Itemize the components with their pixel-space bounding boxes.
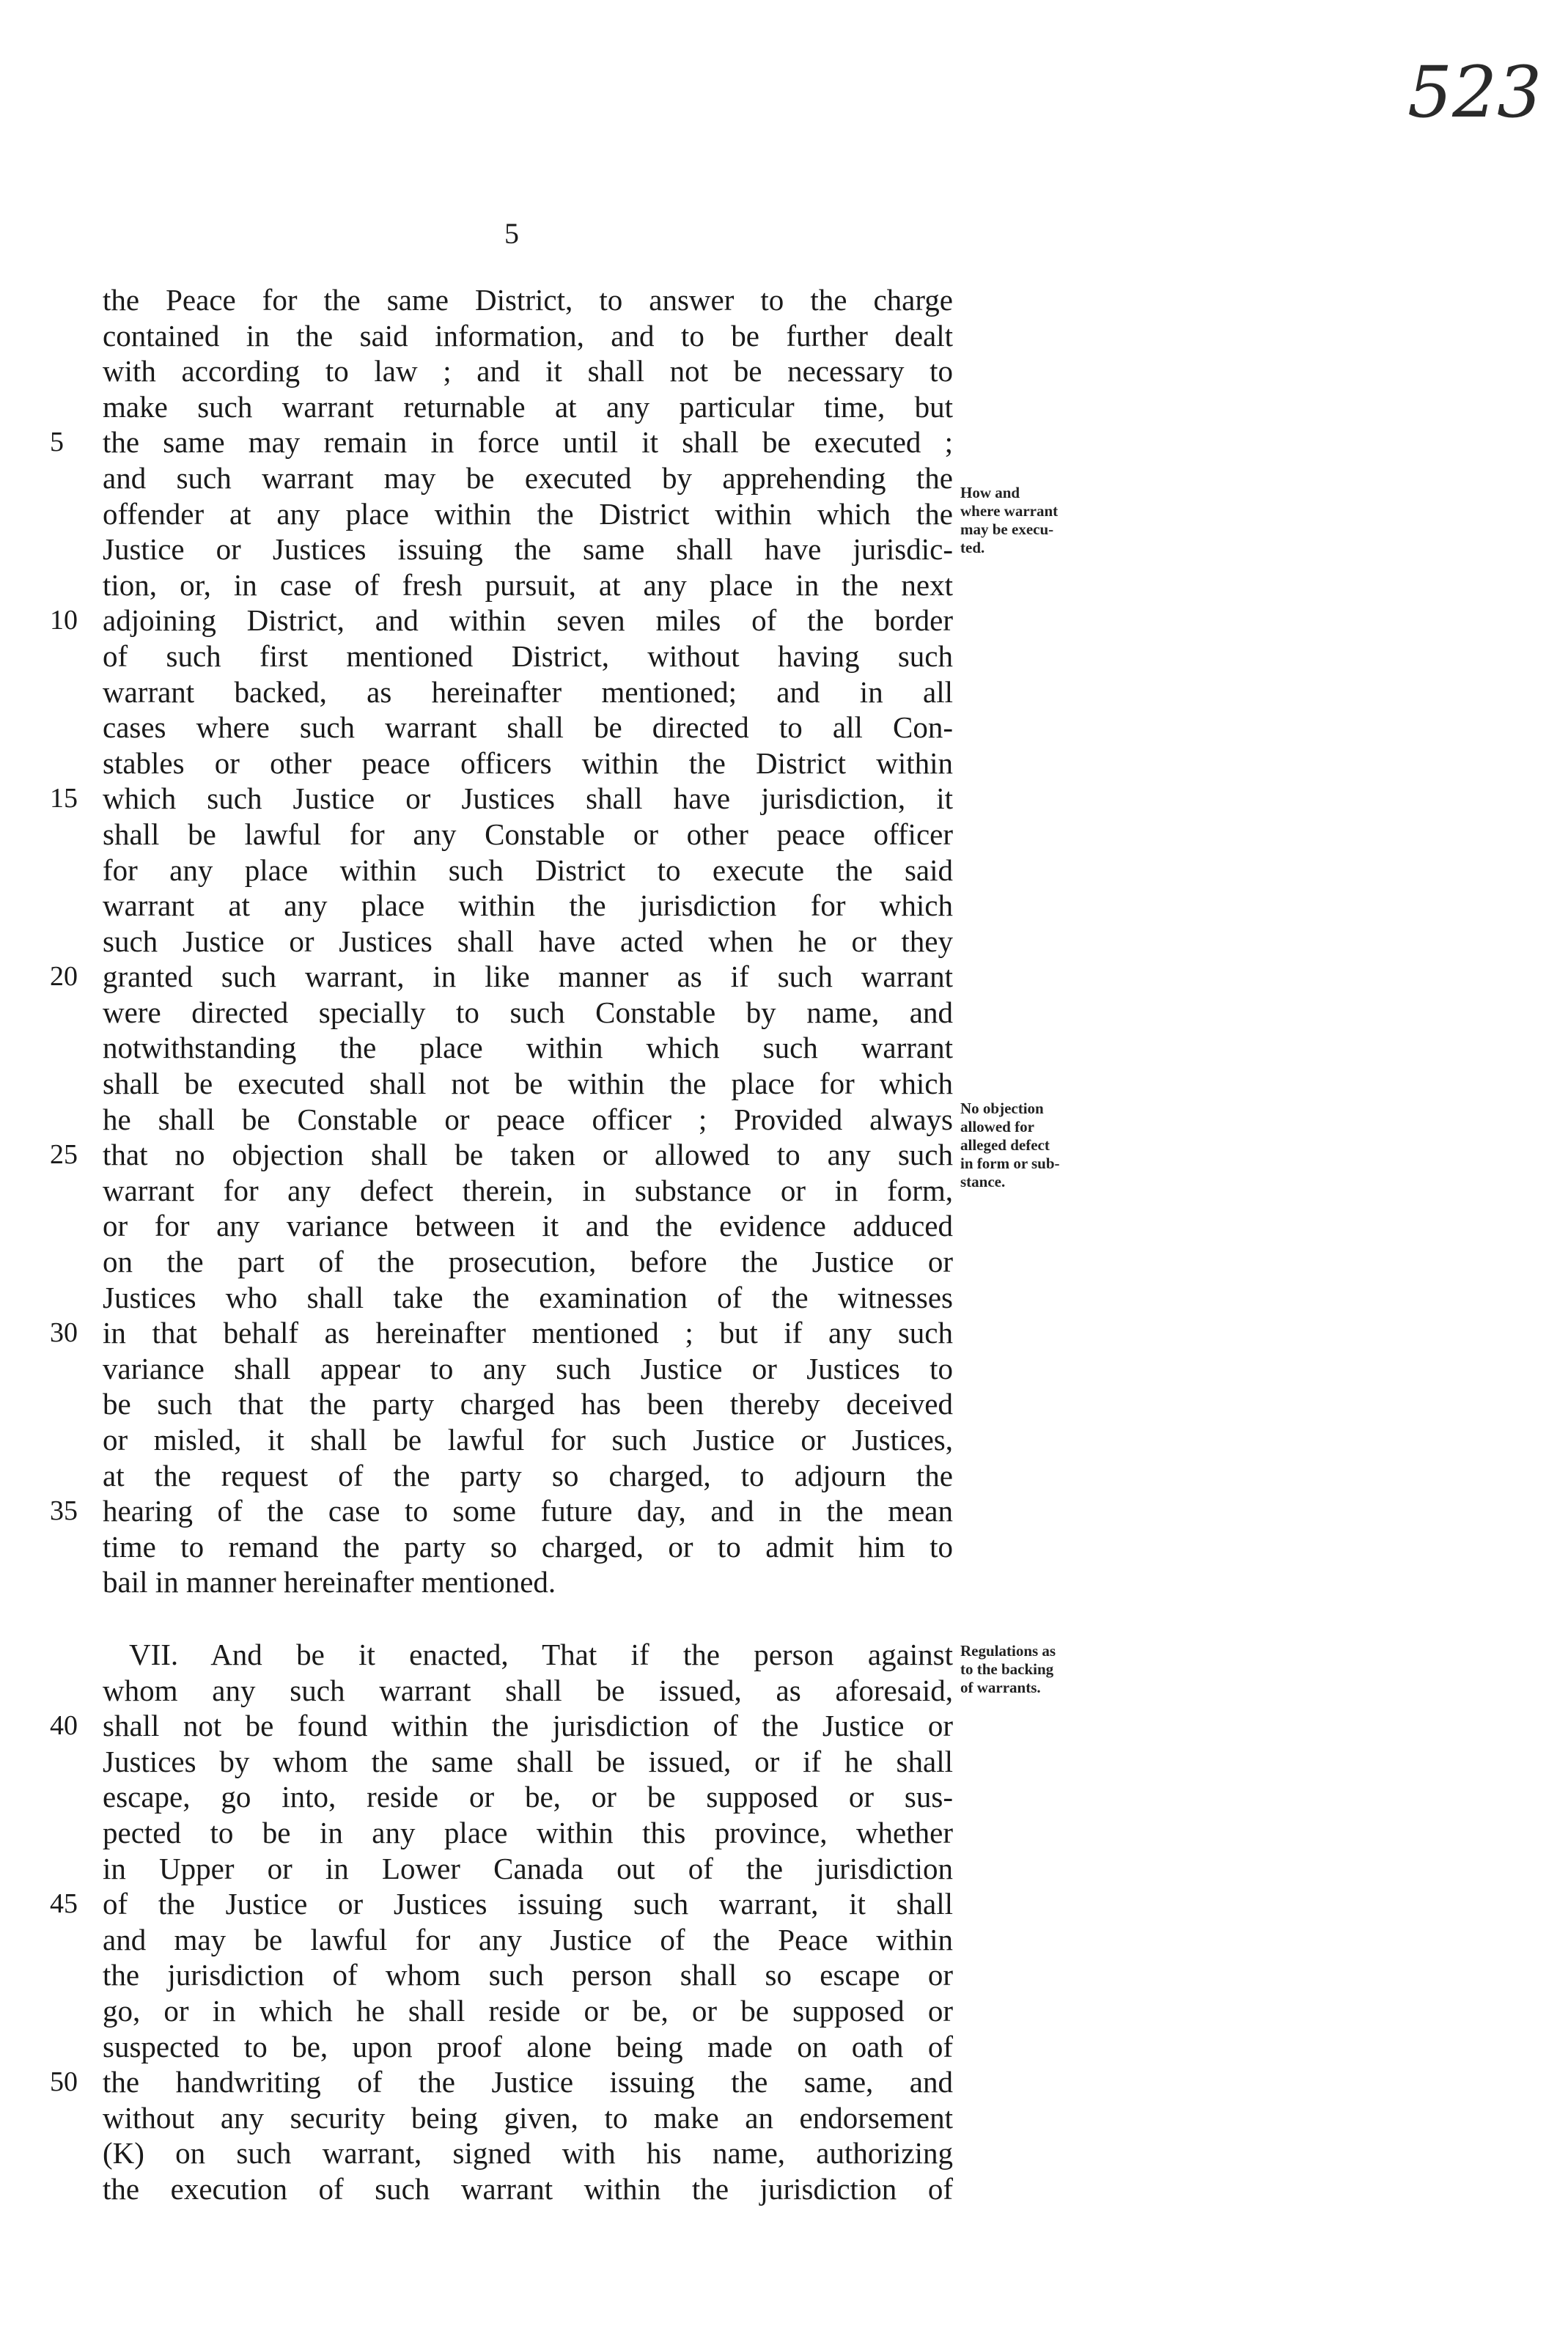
text-line <box>50 959 953 995</box>
statute-text <box>50 282 953 2206</box>
marginal-note-line: How and <box>960 484 1020 501</box>
line-number: 50 <box>50 2066 78 2098</box>
line-text: in that behalf as hereinafter mentioned ; but if any such <box>103 1316 953 1350</box>
marginal-note <box>960 484 1107 557</box>
text-line <box>103 1673 953 1709</box>
line-number: 5 <box>50 427 64 458</box>
line-text: and such warrant may be executed by apprehending the <box>103 460 953 495</box>
text-line <box>103 1280 953 1316</box>
line-text: granted such warrant, in like manner as if such warrant <box>103 960 953 994</box>
line-text: without any security being given, to make an endorsement <box>103 2100 953 2135</box>
text-line <box>103 318 953 354</box>
text-line <box>103 353 953 389</box>
marginal-note-line: may be execu- <box>960 520 1054 538</box>
text-line <box>50 1315 953 1351</box>
line-text: bail in manner hereinafter mentioned. <box>103 1565 556 1599</box>
line-text: shall be lawful for any Constable or other peace officer <box>103 817 953 851</box>
text-line <box>103 1422 953 1458</box>
line-text: the execution of such warrant within the jurisdiction of <box>103 2171 953 2206</box>
text-line <box>103 1173 953 1209</box>
marginal-note-line: stance. <box>960 1173 1006 1190</box>
text-line <box>50 781 953 817</box>
text-line <box>103 1744 953 1780</box>
line-text: contained in the said information, and to be further dealt <box>103 318 953 353</box>
line-number: 40 <box>50 1710 78 1742</box>
text-line <box>103 1030 953 1066</box>
text-line <box>103 924 953 960</box>
line-text: shall be executed shall not be within the place for which <box>103 1067 953 1101</box>
line-text: go, or in which he shall reside or be, or be supposed or <box>103 1993 953 2028</box>
text-line <box>103 853 953 888</box>
text-line <box>103 2100 953 2136</box>
line-number: 45 <box>50 1888 78 1920</box>
line-text: or for any variance between it and the evidence adduced <box>103 1209 953 1243</box>
text-line <box>50 1493 953 1529</box>
line-text: he shall be Constable or peace officer ; Provided always <box>103 1102 953 1136</box>
text-line <box>103 2029 953 2065</box>
text-line <box>103 1529 953 1565</box>
text-line <box>103 1386 953 1422</box>
line-text: stables or other peace officers within the District within <box>103 746 953 780</box>
text-line <box>50 2064 953 2100</box>
line-text: for any place within such District to execute the said <box>103 853 953 887</box>
folio-number: 523 <box>1407 51 1542 133</box>
text-line <box>103 1993 953 2029</box>
line-text: warrant for any defect therein, in substance or in form, <box>103 1173 953 1207</box>
text-line <box>103 1922 953 1958</box>
line-text: make such warrant returnable at any particular time, but <box>103 389 953 424</box>
line-text: in Upper or in Lower Canada out of the jurisdiction <box>103 1851 953 1885</box>
line-text: were directed specially to such Constable by name, and <box>103 995 953 1029</box>
line-text: with according to law ; and it shall not be necessary to <box>103 354 953 389</box>
text-line <box>50 1886 953 1922</box>
text-line <box>103 1637 953 1673</box>
line-text: warrant backed, as hereinafter mentioned; and in all <box>103 674 953 709</box>
text-line <box>103 389 953 425</box>
text-line <box>103 460 953 496</box>
text-line <box>103 1779 953 1815</box>
marginal-note-line: of warrants. <box>960 1679 1041 1696</box>
text-line <box>103 567 953 603</box>
text-line <box>103 1458 953 1494</box>
marginal-note-line: allowed for <box>960 1118 1034 1135</box>
marginal-note <box>960 1642 1107 1697</box>
text-line <box>50 1137 953 1173</box>
line-text: notwithstanding the place within which such warrant <box>103 1031 953 1065</box>
line-number: 10 <box>50 605 78 636</box>
text-line <box>103 674 953 710</box>
line-text: VII. And be it enacted, That if the person against <box>129 1637 953 1671</box>
line-text: hearing of the case to some future day, and in the mean <box>103 1494 953 1528</box>
text-line <box>103 1244 953 1280</box>
marginal-note <box>960 1100 1107 1191</box>
line-text: Justices who shall take the examination of the witnesses <box>103 1280 953 1314</box>
line-text: of the Justice or Justices issuing such warrant, it shall <box>103 1887 953 1921</box>
page-number: 5 <box>504 217 519 250</box>
line-text: variance shall appear to any such Justice or Justices to <box>103 1351 953 1385</box>
line-text: whom any such warrant shall be issued, as aforesaid, <box>103 1673 953 1707</box>
marginal-note-line: ted. <box>960 539 985 556</box>
text-line <box>103 2171 953 2207</box>
text-line <box>103 1815 953 1851</box>
line-text: the jurisdiction of whom such person shall so escape or <box>103 1958 953 1992</box>
line-text: such Justice or Justices shall have acted when he or they <box>103 924 953 958</box>
line-text: shall not be found within the jurisdiction of the Justice or <box>103 1709 953 1743</box>
line-text: be such that the party charged has been thereby deceived <box>103 1387 953 1421</box>
text-line <box>103 1351 953 1387</box>
line-text: which such Justice or Justices shall have jurisdiction, it <box>103 781 953 816</box>
line-number: 15 <box>50 783 78 814</box>
line-text: Justices by whom the same shall be issued, or if he shall <box>103 1744 953 1778</box>
line-text: or misled, it shall be lawful for such Justice or Justices, <box>103 1423 953 1457</box>
marginal-note-line: No objection <box>960 1100 1044 1117</box>
line-text: and may be lawful for any Justice of the Peace within <box>103 1922 953 1956</box>
line-number: 25 <box>50 1139 78 1171</box>
section-gap <box>103 1600 953 1637</box>
line-text: at the request of the party so charged, to adjourn the <box>103 1458 953 1492</box>
line-text: of such first mentioned District, without having such <box>103 638 953 673</box>
text-line <box>103 531 953 567</box>
text-line <box>50 1708 953 1744</box>
text-line <box>103 1957 953 1993</box>
marginal-note-line: where warrant <box>960 502 1059 520</box>
text-line <box>103 496 953 532</box>
line-text: offender at any place within the District within which the <box>103 496 953 531</box>
text-line <box>50 424 953 460</box>
line-number: 30 <box>50 1317 78 1349</box>
text-line <box>103 746 953 781</box>
line-text: suspected to be, upon proof alone being made on oath of <box>103 2029 953 2064</box>
text-line <box>103 1066 953 1102</box>
text-line <box>103 1208 953 1244</box>
line-text: on the part of the prosecution, before the Justice or <box>103 1245 953 1279</box>
line-text: the Peace for the same District, to answer to the charge <box>103 283 953 317</box>
line-text: Justice or Justices issuing the same shall have jurisdic- <box>103 532 953 567</box>
text-line <box>103 2135 953 2171</box>
line-text: tion, or, in case of fresh pursuit, at any place in the next <box>103 567 953 602</box>
text-line <box>103 282 953 318</box>
text-line <box>103 888 953 924</box>
marginal-note-line: Regulations as <box>960 1642 1056 1660</box>
line-text: cases where such warrant shall be directed to all Con- <box>103 710 953 745</box>
line-number: 35 <box>50 1495 78 1527</box>
marginal-note-line: in form or sub- <box>960 1155 1060 1172</box>
text-line <box>103 817 953 853</box>
line-text: escape, go into, reside or be, or be supposed or sus- <box>103 1780 953 1814</box>
text-line <box>103 1851 953 1887</box>
line-text: warrant at any place within the jurisdiction for which <box>103 888 953 923</box>
text-line <box>103 1564 953 1600</box>
text-line <box>103 995 953 1031</box>
text-line <box>103 710 953 746</box>
line-text: that no objection shall be taken or allowed to any such <box>103 1138 953 1172</box>
text-line <box>103 638 953 674</box>
marginal-note-line: to the backing <box>960 1660 1054 1678</box>
marginal-note-line: alleged defect <box>960 1136 1050 1154</box>
line-number: 20 <box>50 961 78 993</box>
line-text: pected to be in any place within this province, whether <box>103 1815 953 1849</box>
line-text: the same may remain in force until it shall be executed ; <box>103 425 953 460</box>
line-text: the handwriting of the Justice issuing the same, and <box>103 2065 953 2099</box>
line-text: (K) on such warrant, signed with his name, authorizing <box>103 2136 953 2171</box>
text-line <box>103 1102 953 1138</box>
text-line <box>50 603 953 638</box>
line-text: adjoining District, and within seven miles of the border <box>103 603 953 638</box>
line-text: time to remand the party so charged, or to admit him to <box>103 1529 953 1564</box>
